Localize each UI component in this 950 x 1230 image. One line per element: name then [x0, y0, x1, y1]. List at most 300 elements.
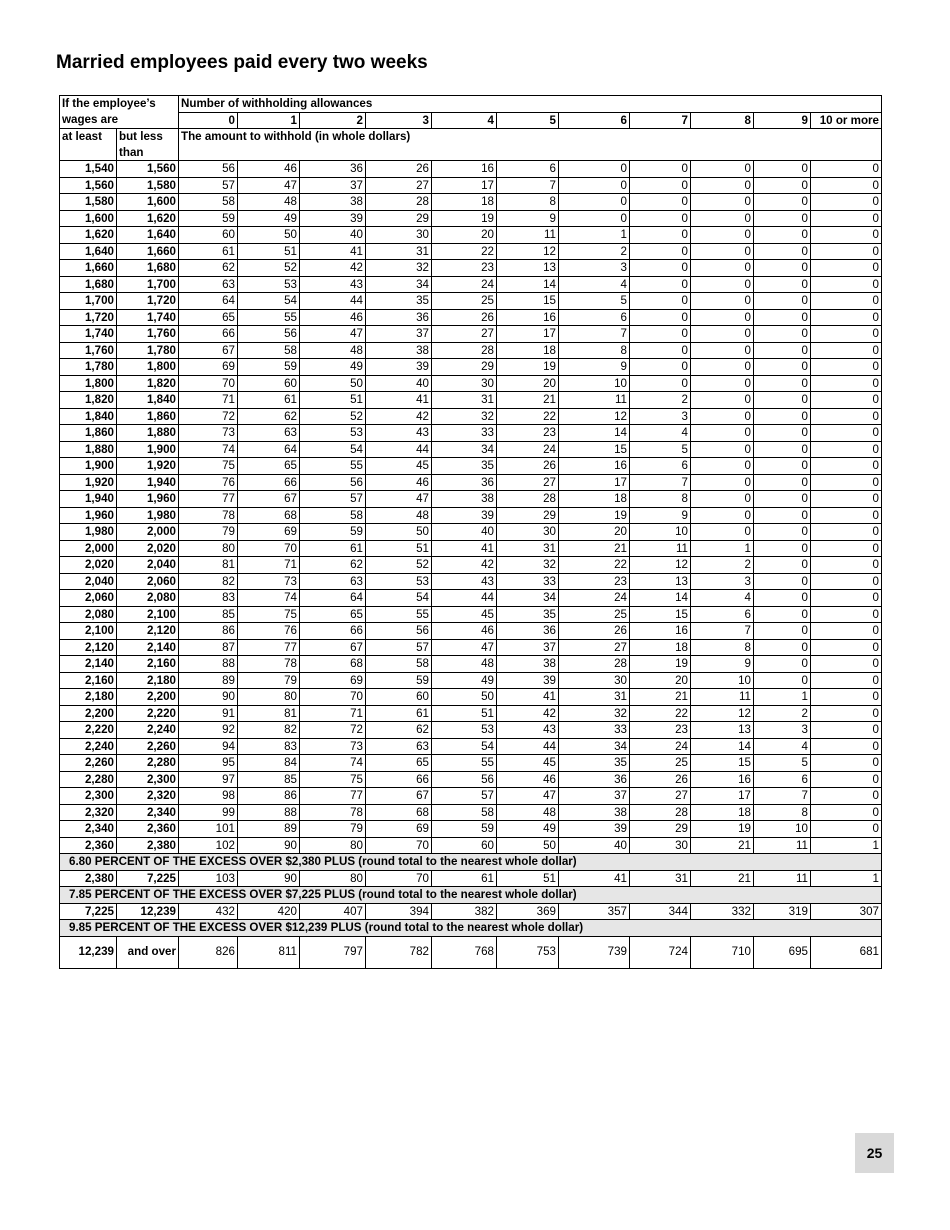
withholding-amount-cell: 102: [179, 837, 238, 854]
withholding-amount-cell: 50: [366, 524, 432, 541]
withholding-amount-cell: 88: [179, 656, 238, 673]
withholding-amount-cell: 0: [691, 210, 754, 227]
wage-at-least-cell: 2,320: [60, 804, 117, 821]
withholding-amount-cell: 73: [238, 573, 300, 590]
withholding-amount-cell: 25: [559, 606, 630, 623]
withholding-amount-cell: 0: [630, 227, 691, 244]
withholding-amount-cell: 24: [559, 590, 630, 607]
withholding-amount-cell: 0: [691, 293, 754, 310]
withholding-amount-cell: 67: [300, 639, 366, 656]
withholding-amount-cell: 40: [432, 524, 497, 541]
allowance-column-header: 6: [559, 112, 630, 129]
wage-at-least-cell: 1,920: [60, 474, 117, 491]
withholding-amount-cell: 0: [630, 243, 691, 260]
table-row: [60, 903, 882, 920]
wage-less-than-cell: 2,180: [117, 672, 179, 689]
wage-at-least-cell: 1,580: [60, 194, 117, 211]
withholding-amount-cell: 15: [691, 755, 754, 772]
wage-less-than-cell: 2,060: [117, 573, 179, 590]
allowance-column-header: 5: [497, 112, 559, 129]
withholding-amount-cell: 357: [559, 903, 630, 920]
withholding-amount-cell: 85: [179, 606, 238, 623]
withholding-amount-cell: 0: [691, 194, 754, 211]
withholding-amount-cell: 4: [754, 738, 811, 755]
withholding-amount-cell: 0: [811, 359, 882, 376]
withholding-amount-cell: 9: [559, 359, 630, 376]
wage-at-least-cell: 1,700: [60, 293, 117, 310]
withholding-amount-cell: 407: [300, 903, 366, 920]
withholding-amount-cell: 6: [691, 606, 754, 623]
withholding-amount-cell: 29: [630, 821, 691, 838]
withholding-amount-cell: 84: [238, 755, 300, 772]
withholding-amount-cell: 58: [238, 342, 300, 359]
withholding-amount-cell: 0: [811, 507, 882, 524]
withholding-amount-cell: 0: [691, 474, 754, 491]
withholding-amount-cell: 36: [366, 309, 432, 326]
withholding-amount-cell: 79: [300, 821, 366, 838]
withholding-amount-cell: 0: [630, 309, 691, 326]
allowance-column-header: 10 or more: [811, 112, 882, 129]
withholding-amount-cell: 71: [238, 557, 300, 574]
withholding-amount-cell: 16: [691, 771, 754, 788]
allowance-column-header: 4: [432, 112, 497, 129]
withholding-amount-cell: 89: [179, 672, 238, 689]
withholding-amount-cell: 8: [691, 639, 754, 656]
withholding-amount-cell: 0: [691, 326, 754, 343]
withholding-amount-cell: 0: [811, 738, 882, 755]
wage-less-than-cell: 1,860: [117, 408, 179, 425]
withholding-amount-cell: 13: [630, 573, 691, 590]
withholding-amount-cell: 85: [238, 771, 300, 788]
allowance-column-header: 0: [179, 112, 238, 129]
withholding-amount-cell: 95: [179, 755, 238, 772]
withholding-amount-cell: 19: [691, 821, 754, 838]
withholding-amount-cell: 15: [630, 606, 691, 623]
wage-less-than-cell: 2,040: [117, 557, 179, 574]
withholding-amount-cell: 0: [754, 375, 811, 392]
withholding-amount-cell: 23: [559, 573, 630, 590]
withholding-amount-cell: 51: [366, 540, 432, 557]
withholding-amount-cell: 63: [300, 573, 366, 590]
wage-less-than-cell: 1,700: [117, 276, 179, 293]
withholding-amount-cell: 33: [432, 425, 497, 442]
page-number: 25: [855, 1133, 894, 1173]
withholding-amount-cell: 0: [754, 672, 811, 689]
wage-less-than-cell: 2,300: [117, 771, 179, 788]
wage-less-than-cell: 2,260: [117, 738, 179, 755]
withholding-amount-cell: 0: [691, 375, 754, 392]
withholding-amount-cell: 11: [691, 689, 754, 706]
withholding-amount-cell: 43: [497, 722, 559, 739]
withholding-amount-cell: 26: [559, 623, 630, 640]
withholding-amount-cell: 0: [691, 507, 754, 524]
withholding-amount-cell: 369: [497, 903, 559, 920]
withholding-amount-cell: 797: [300, 936, 366, 968]
withholding-amount-cell: 24: [497, 441, 559, 458]
withholding-amount-cell: 58: [366, 656, 432, 673]
wage-at-least-cell: 2,380: [60, 870, 117, 887]
table-row: [60, 804, 882, 821]
table-row: [60, 293, 882, 310]
withholding-amount-cell: 8: [497, 194, 559, 211]
withholding-amount-cell: 41: [432, 540, 497, 557]
table-row: [60, 606, 882, 623]
withholding-amount-cell: 47: [300, 326, 366, 343]
withholding-amount-cell: 37: [366, 326, 432, 343]
withholding-amount-cell: 58: [300, 507, 366, 524]
withholding-amount-cell: 50: [300, 375, 366, 392]
allowance-column-header: 1: [238, 112, 300, 129]
allowance-column-header: 3: [366, 112, 432, 129]
withholding-amount-cell: 3: [754, 722, 811, 739]
withholding-amount-cell: 19: [497, 359, 559, 376]
wage-less-than-cell: 1,820: [117, 375, 179, 392]
withholding-amount-cell: 0: [691, 260, 754, 277]
withholding-amount-cell: 0: [630, 359, 691, 376]
withholding-amount-cell: 0: [691, 458, 754, 475]
wage-at-least-cell: 1,880: [60, 441, 117, 458]
withholding-amount-cell: 12: [497, 243, 559, 260]
wage-less-than-cell: 2,200: [117, 689, 179, 706]
withholding-amount-cell: 35: [559, 755, 630, 772]
withholding-amount-cell: 45: [366, 458, 432, 475]
table-row: [60, 210, 882, 227]
withholding-amount-cell: 29: [432, 359, 497, 376]
withholding-amount-cell: 38: [559, 804, 630, 821]
allowance-column-header: 7: [630, 112, 691, 129]
wage-less-than-cell: 1,880: [117, 425, 179, 442]
withholding-amount-cell: 46: [300, 309, 366, 326]
withholding-amount-cell: 87: [179, 639, 238, 656]
table-row: [60, 309, 882, 326]
withholding-amount-cell: 37: [559, 788, 630, 805]
withholding-amount-cell: 70: [238, 540, 300, 557]
withholding-amount-cell: 83: [238, 738, 300, 755]
withholding-amount-cell: 0: [630, 194, 691, 211]
table-row: [60, 837, 882, 854]
wage-at-least-cell: 1,760: [60, 342, 117, 359]
withholding-amount-cell: 67: [179, 342, 238, 359]
wage-less-than-cell: 2,360: [117, 821, 179, 838]
withholding-amount-cell: 43: [366, 425, 432, 442]
withholding-amount-cell: 80: [300, 870, 366, 887]
withholding-amount-cell: 66: [238, 474, 300, 491]
withholding-amount-cell: 21: [630, 689, 691, 706]
table-row: [60, 557, 882, 574]
withholding-amount-cell: 2: [559, 243, 630, 260]
withholding-amount-cell: 46: [432, 623, 497, 640]
withholding-amount-cell: 19: [432, 210, 497, 227]
withholding-amount-cell: 768: [432, 936, 497, 968]
wage-less-than-cell: 2,240: [117, 722, 179, 739]
withholding-amount-cell: 65: [300, 606, 366, 623]
withholding-amount-cell: 42: [300, 260, 366, 277]
withholding-amount-cell: 0: [691, 276, 754, 293]
wage-less-than-cell: 1,620: [117, 210, 179, 227]
withholding-amount-cell: 41: [497, 689, 559, 706]
wage-less-than-cell: 1,600: [117, 194, 179, 211]
withholding-amount-cell: 0: [754, 639, 811, 656]
wage-at-least-cell: 1,820: [60, 392, 117, 409]
wage-less-than-cell: 12,239: [117, 903, 179, 920]
withholding-amount-cell: 70: [179, 375, 238, 392]
withholding-amount-cell: 55: [238, 309, 300, 326]
withholding-amount-cell: 39: [497, 672, 559, 689]
withholding-amount-cell: 27: [432, 326, 497, 343]
table-row: [60, 408, 882, 425]
withholding-amount-cell: 0: [691, 392, 754, 409]
withholding-amount-cell: 28: [366, 194, 432, 211]
withholding-amount-cell: 59: [300, 524, 366, 541]
wage-at-least-cell: 1,940: [60, 491, 117, 508]
withholding-amount-cell: 75: [300, 771, 366, 788]
withholding-amount-cell: 43: [300, 276, 366, 293]
wage-at-least-cell: 1,680: [60, 276, 117, 293]
withholding-amount-cell: 35: [432, 458, 497, 475]
withholding-amount-cell: 90: [238, 837, 300, 854]
withholding-amount-cell: 48: [366, 507, 432, 524]
withholding-amount-cell: 38: [366, 342, 432, 359]
table-row: [60, 672, 882, 689]
withholding-amount-cell: 3: [691, 573, 754, 590]
withholding-amount-cell: 69: [238, 524, 300, 541]
withholding-amount-cell: 94: [179, 738, 238, 755]
withholding-amount-cell: 66: [179, 326, 238, 343]
withholding-amount-cell: 80: [179, 540, 238, 557]
amount-label: The amount to withhold (in whole dollars): [179, 129, 882, 161]
table-row: [60, 821, 882, 838]
withholding-amount-cell: 681: [811, 936, 882, 968]
withholding-amount-cell: 23: [497, 425, 559, 442]
withholding-amount-cell: 30: [559, 672, 630, 689]
withholding-amount-cell: 0: [811, 804, 882, 821]
withholding-amount-cell: 0: [811, 623, 882, 640]
table-row: [60, 524, 882, 541]
withholding-amount-cell: 47: [432, 639, 497, 656]
wage-less-than-cell: 1,840: [117, 392, 179, 409]
withholding-amount-cell: 8: [630, 491, 691, 508]
withholding-amount-cell: 344: [630, 903, 691, 920]
withholding-amount-cell: 16: [559, 458, 630, 475]
wages-label-line1: If the employee’s: [60, 96, 179, 113]
withholding-amount-cell: 57: [300, 491, 366, 508]
withholding-amount-cell: 24: [432, 276, 497, 293]
table-row: [60, 194, 882, 211]
withholding-amount-cell: 0: [754, 474, 811, 491]
withholding-amount-cell: 6: [559, 309, 630, 326]
wage-less-than-cell: 1,640: [117, 227, 179, 244]
withholding-amount-cell: 394: [366, 903, 432, 920]
withholding-amount-cell: 1: [811, 837, 882, 854]
wage-at-least-cell: 2,100: [60, 623, 117, 640]
withholding-amount-cell: 5: [630, 441, 691, 458]
withholding-amount-cell: 0: [811, 672, 882, 689]
withholding-amount-cell: 7: [559, 326, 630, 343]
wage-at-least-cell: 2,240: [60, 738, 117, 755]
withholding-amount-cell: 11: [497, 227, 559, 244]
withholding-amount-cell: 41: [366, 392, 432, 409]
withholding-amount-cell: 18: [630, 639, 691, 656]
withholding-amount-cell: 48: [497, 804, 559, 821]
withholding-amount-cell: 62: [366, 722, 432, 739]
withholding-amount-cell: 44: [300, 293, 366, 310]
wage-at-least-cell: 1,960: [60, 507, 117, 524]
withholding-amount-cell: 420: [238, 903, 300, 920]
withholding-amount-cell: 19: [559, 507, 630, 524]
withholding-amount-cell: 0: [630, 342, 691, 359]
withholding-amount-cell: 89: [238, 821, 300, 838]
withholding-amount-cell: 0: [811, 375, 882, 392]
wage-less-than-cell: 1,920: [117, 458, 179, 475]
withholding-amount-cell: 28: [432, 342, 497, 359]
withholding-amount-cell: 5: [754, 755, 811, 772]
wage-at-least-cell: 1,860: [60, 425, 117, 442]
withholding-amount-cell: 3: [630, 408, 691, 425]
wage-less-than-cell: 1,760: [117, 326, 179, 343]
withholding-amount-cell: 0: [691, 441, 754, 458]
table-row: [60, 540, 882, 557]
withholding-amount-cell: 0: [630, 375, 691, 392]
table-row: [60, 326, 882, 343]
withholding-amount-cell: 4: [559, 276, 630, 293]
withholding-amount-cell: 28: [497, 491, 559, 508]
withholding-amount-cell: 0: [691, 425, 754, 442]
withholding-amount-cell: 55: [366, 606, 432, 623]
wage-at-least-cell: 2,160: [60, 672, 117, 689]
table-row: [60, 623, 882, 640]
wage-less-than-cell: 2,100: [117, 606, 179, 623]
withholding-amount-cell: 21: [691, 870, 754, 887]
withholding-amount-cell: 0: [630, 260, 691, 277]
table-row: [60, 771, 882, 788]
withholding-amount-cell: 38: [497, 656, 559, 673]
withholding-amount-cell: 0: [754, 177, 811, 194]
withholding-amount-cell: 0: [754, 656, 811, 673]
withholding-amount-cell: 0: [811, 557, 882, 574]
withholding-amount-cell: 826: [179, 936, 238, 968]
withholding-amount-cell: 0: [811, 309, 882, 326]
withholding-amount-cell: 64: [300, 590, 366, 607]
table-row: [60, 936, 882, 968]
withholding-amount-cell: 0: [630, 161, 691, 178]
withholding-amount-cell: 14: [630, 590, 691, 607]
withholding-amount-cell: 70: [366, 870, 432, 887]
withholding-amount-cell: 42: [366, 408, 432, 425]
withholding-amount-cell: 0: [691, 491, 754, 508]
withholding-amount-cell: 30: [366, 227, 432, 244]
wage-at-least-cell: 1,740: [60, 326, 117, 343]
withholding-amount-cell: 0: [754, 458, 811, 475]
withholding-amount-cell: 34: [432, 441, 497, 458]
withholding-amount-cell: 42: [432, 557, 497, 574]
withholding-amount-cell: 25: [630, 755, 691, 772]
table-row: [60, 276, 882, 293]
withholding-amount-cell: 82: [179, 573, 238, 590]
withholding-amount-cell: 67: [366, 788, 432, 805]
wage-at-least-cell: 7,225: [60, 903, 117, 920]
withholding-amount-cell: 41: [559, 870, 630, 887]
withholding-amount-cell: 27: [630, 788, 691, 805]
wage-less-than-cell: 2,220: [117, 705, 179, 722]
withholding-amount-cell: 0: [630, 326, 691, 343]
withholding-amount-cell: 50: [497, 837, 559, 854]
rate-band-note: 6.80 PERCENT OF THE EXCESS OVER $2,380 PLUS (round total to the nearest whole dollar): [60, 854, 882, 871]
withholding-amount-cell: 0: [754, 276, 811, 293]
withholding-amount-cell: 10: [754, 821, 811, 838]
withholding-amount-cell: 79: [179, 524, 238, 541]
withholding-amount-cell: 2: [754, 705, 811, 722]
withholding-amount-cell: 90: [238, 870, 300, 887]
withholding-amount-cell: 72: [179, 408, 238, 425]
withholding-amount-cell: 60: [432, 837, 497, 854]
withholding-amount-cell: 91: [179, 705, 238, 722]
withholding-amount-cell: 54: [432, 738, 497, 755]
withholding-amount-cell: 66: [300, 623, 366, 640]
withholding-amount-cell: 8: [559, 342, 630, 359]
withholding-amount-cell: 41: [300, 243, 366, 260]
withholding-amount-cell: 0: [754, 342, 811, 359]
withholding-amount-cell: 1: [811, 870, 882, 887]
withholding-amount-cell: 48: [300, 342, 366, 359]
withholding-amount-cell: 0: [691, 342, 754, 359]
allowances-label: Number of withholding allowances: [179, 96, 882, 113]
withholding-amount-cell: 46: [366, 474, 432, 491]
wage-less-than-cell: 2,000: [117, 524, 179, 541]
table-row: [60, 260, 882, 277]
table-row: [60, 573, 882, 590]
withholding-amount-cell: 74: [300, 755, 366, 772]
wage-at-least-cell: 2,200: [60, 705, 117, 722]
withholding-amount-cell: 7: [630, 474, 691, 491]
withholding-amount-cell: 58: [179, 194, 238, 211]
withholding-amount-cell: 0: [754, 590, 811, 607]
header-row-1: [60, 96, 882, 113]
withholding-amount-cell: 36: [497, 623, 559, 640]
withholding-amount-cell: 5: [559, 293, 630, 310]
withholding-amount-cell: 78: [300, 804, 366, 821]
withholding-amount-cell: 31: [366, 243, 432, 260]
withholding-amount-cell: 80: [300, 837, 366, 854]
withholding-amount-cell: 92: [179, 722, 238, 739]
withholding-amount-cell: 0: [811, 326, 882, 343]
withholding-amount-cell: 76: [179, 474, 238, 491]
table-row: [60, 227, 882, 244]
withholding-amount-cell: 77: [238, 639, 300, 656]
withholding-amount-cell: 0: [754, 326, 811, 343]
withholding-amount-cell: 78: [238, 656, 300, 673]
withholding-amount-cell: 0: [691, 309, 754, 326]
withholding-amount-cell: 101: [179, 821, 238, 838]
withholding-amount-cell: 12: [691, 705, 754, 722]
withholding-amount-cell: 27: [497, 474, 559, 491]
withholding-amount-cell: 0: [754, 408, 811, 425]
withholding-amount-cell: 0: [811, 606, 882, 623]
table-row: [60, 738, 882, 755]
wage-at-least-cell: 2,280: [60, 771, 117, 788]
withholding-amount-cell: 86: [238, 788, 300, 805]
withholding-amount-cell: 28: [630, 804, 691, 821]
withholding-amount-cell: 71: [300, 705, 366, 722]
withholding-amount-cell: 32: [366, 260, 432, 277]
withholding-amount-cell: 8: [754, 804, 811, 821]
withholding-amount-cell: 46: [497, 771, 559, 788]
withholding-amount-cell: 30: [432, 375, 497, 392]
withholding-amount-cell: 4: [630, 425, 691, 442]
withholding-amount-cell: 75: [238, 606, 300, 623]
wage-less-than-cell: 2,340: [117, 804, 179, 821]
withholding-amount-cell: 49: [432, 672, 497, 689]
withholding-amount-cell: 13: [497, 260, 559, 277]
